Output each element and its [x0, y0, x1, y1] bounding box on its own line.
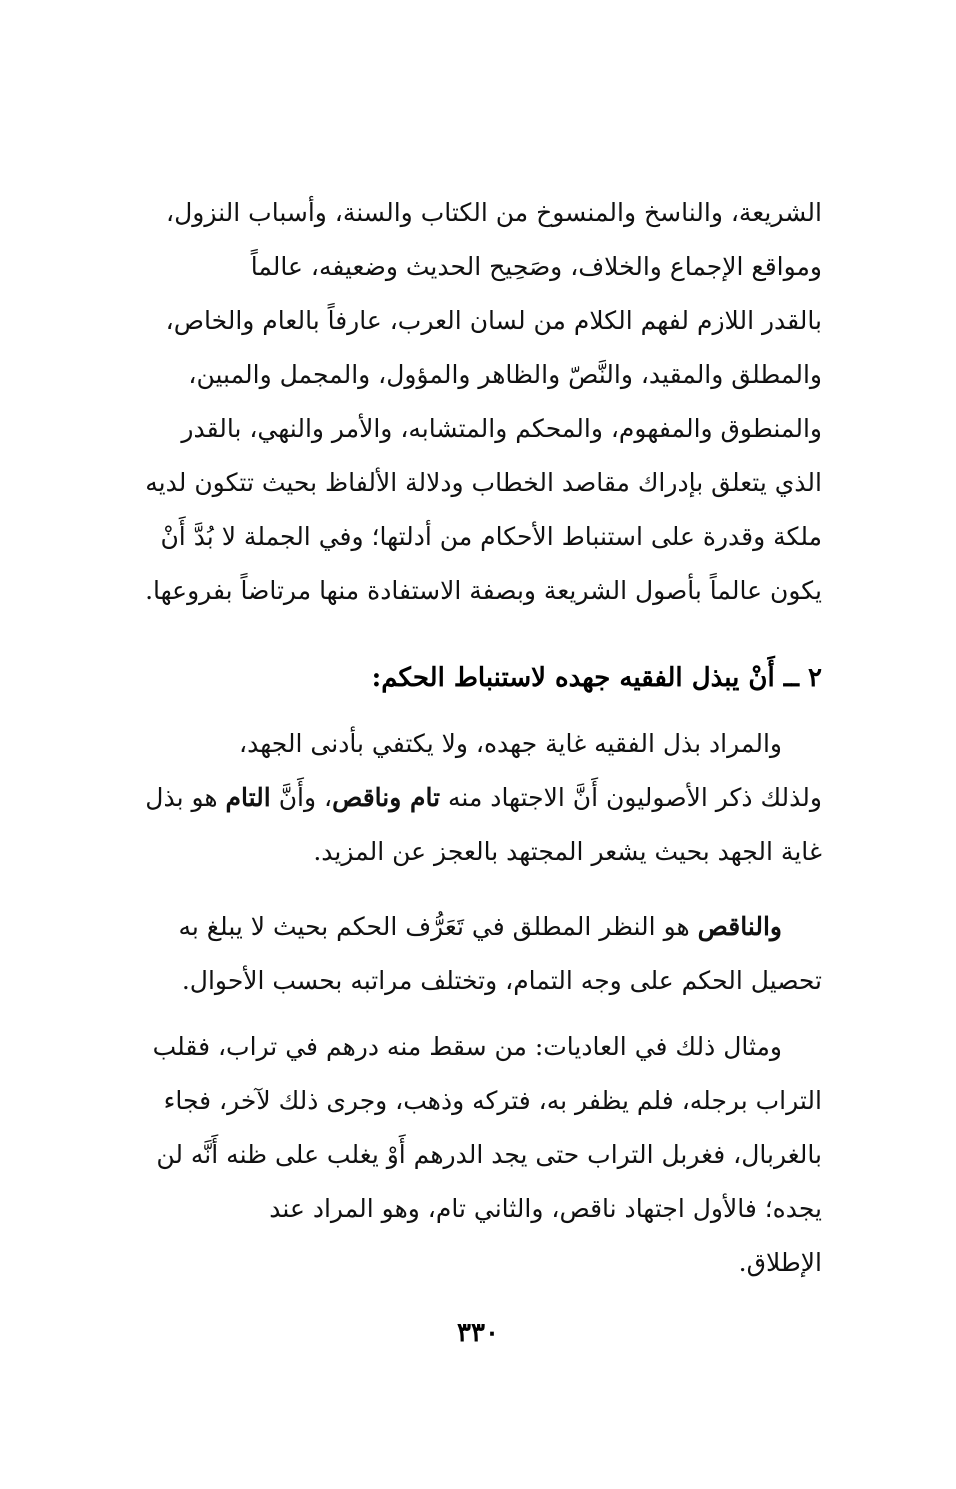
text-line: بالغربال، فغربل التراب حتى يجد الدرهم أَوْ يغلب على ظنه أَنَّه لن — [156, 1140, 822, 1169]
paragraph-deficient — [112, 900, 822, 1008]
text-line: الشريعة، والناسخ والمنسوخ من الكتاب والسنة، وأسباب النزول، — [166, 198, 822, 227]
text-run: هو النظر المطلق في تَعَرُّف الحكم بحيث لا يبلغ به — [178, 912, 698, 941]
page-number: ٣٣٠ — [457, 1318, 499, 1348]
text-line: بالقدر اللازم لفهم الكلام من لسان العرب، عارفاً بالعام والخاص، — [165, 306, 822, 335]
text-line: ملكة وقدرة على استنباط الأحكام من أدلتها؛ وفي الجملة لا بُدَّ أَنْ — [160, 522, 822, 551]
text-line: يكون عالماً بأصول الشريعة وبصفة الاستفادة منها مرتاضاً بفروعها. — [145, 576, 822, 605]
text-line: ومثال ذلك في العاديات: من سقط منه درهم في تراب، فقلب — [152, 1032, 782, 1061]
bold-term: التام — [225, 783, 271, 812]
text-line: غاية الجهد بحيث يشعر المجتهد بالعجز عن المزيد. — [313, 837, 822, 866]
text-line: ومواقع الإجماع والخلاف، وصَحِيح الحديث وضعيفه، عالماً — [250, 252, 822, 281]
text-line: الإطلاق. — [738, 1248, 822, 1277]
section-heading: ٢ ــ أَنْ يبذل الفقيه جهده لاستنباط الحكم: — [371, 663, 822, 693]
text-line — [112, 900, 822, 954]
text-line: الذي يتعلق بإدراك مقاصد الخطاب ودلالة الألفاظ بحيث تتكون لديه — [145, 468, 822, 497]
text-run: هو بذل — [145, 783, 226, 812]
text-line: التراب برجله، فلم يظفر به، فتركه وذهب، وجرى ذلك لآخر، فجاء — [163, 1086, 822, 1115]
text-line — [112, 771, 822, 825]
text-line: والمطلق والمقيد، والنَّصّ والظاهر والمؤول، والمجمل والمبين، — [188, 360, 822, 389]
paragraph-example — [112, 1020, 822, 1290]
bold-term: والناقص — [697, 912, 782, 941]
text-line: تحصيل الحكم على وجه التمام، وتختلف مراتبه بحسب الأحوال. — [181, 966, 822, 995]
paragraph-conditions — [112, 186, 822, 618]
text-run: ولذلك ذكر الأصوليون أَنَّ الاجتهاد منه — [440, 783, 822, 812]
text-line: والمراد بذل الفقيه غاية جهده، ولا يكتفي بأدنى الجهد، — [239, 729, 782, 758]
text-line: والمنطوق والمفهوم، والمحكم والمتشابه، والأمر والنهي، بالقدر — [181, 414, 822, 443]
text-line: يجده؛ فالأول اجتهاد ناقص، والثاني تام، وهو المراد عند — [269, 1194, 822, 1223]
paragraph-effort — [112, 717, 822, 879]
bold-term: تام وناقص — [332, 783, 441, 812]
text-run: ، وأَنَّ — [270, 783, 333, 812]
